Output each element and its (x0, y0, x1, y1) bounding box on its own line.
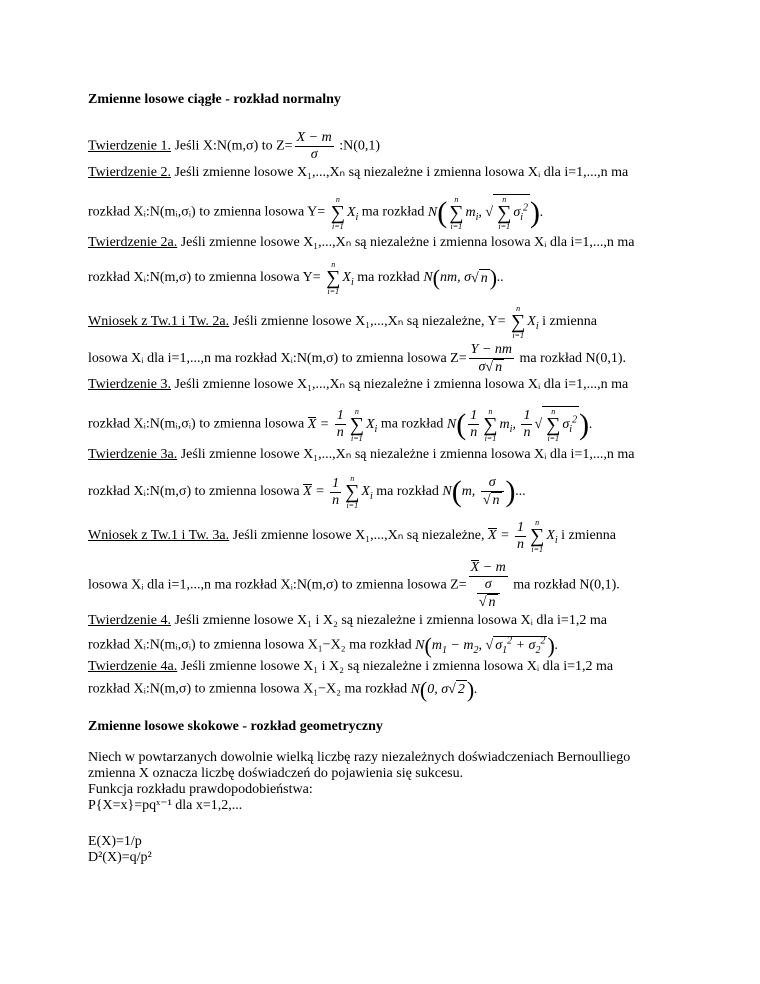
paragraph-line-1: Niech w powtarzanych dowolnie wielką liczbę razy niezależnych doświadczeniach Bernoulliego (88, 750, 631, 765)
t2-distribution: N( n ∑ i=1 $m_i$, √ n ∑ i=1 $\sigma_i^2$). (427, 194, 544, 231)
t1-fraction: $\frac{X - m}{\sigma}$ (296, 130, 332, 162)
variance: D²(X)=q/p² (88, 850, 152, 865)
theorem-4a-label: Twierdzenie 4a. (88, 659, 178, 674)
theorem-2a-line2: rozkład Xᵢ:N(m,σ) to zmienna losowa Y= n ∑ i=1 $X_i$ ma rozkład N(nm, σ√ n).. (88, 260, 505, 296)
theorem-3-label: Twierdzenie 3. (88, 377, 171, 392)
theorem-4a-line2: rozkład Xᵢ:N(m,σ) to zmienna losowa X₁−X₂ ma rozkład N(0, σ√ 2). (88, 676, 478, 702)
corollary-1-line1: Wniosek z Tw.1 i Tw. 2a. Jeśli zmienne losowe X₁,...,Xₙ są niezależne, Y= n ∑ i=1 $X_i$ i zmienna (88, 304, 597, 340)
theorem-2-label: Twierdzenie 2. (88, 165, 171, 180)
theorem-3-line2: rozkład Xᵢ:N(mᵢ,σᵢ) to zmienna losowa X = $\frac{1}{n}$ n ∑ i=1 $X_i$ ma rozkład N( $\frac{1}{n}$ n ∑ i=1 $m_i$, $\frac{1}{n}$ √ n ∑ i=1 $\sigma_i^2$). (88, 406, 593, 443)
theorem-2a-label: Twierdzenie 2a. (88, 235, 178, 250)
corollary-2-label: Wniosek z Tw.1 i Tw. 3a. (88, 528, 230, 544)
corollary-1-label: Wniosek z Tw.1 i Tw. 2a. (88, 314, 230, 330)
theorem-4-label: Twierdzenie 4. (88, 613, 171, 628)
theorem-2-line2: rozkład Xᵢ:N(mᵢ,σᵢ) to zmienna losowa Y= n ∑ i=1 $X_i$ ma rozkład N( n ∑ i=1 $m_i$, √ n ∑ i=1 $\sigma_i^2$). (88, 194, 544, 231)
section-title-normal: Zmienne losowe ciągłe - rozkład normalny (88, 92, 341, 107)
theorem-1-label: Twierdzenie 1. (88, 138, 171, 154)
paragraph-line-3: Funkcja rozkładu prawdopodobieństwa: (88, 782, 313, 797)
section-title-geometric: Zmienne losowe skokowe - rozkład geometryczny (88, 719, 383, 734)
theorem-4-line1: Twierdzenie 4. Jeśli zmienne losowe X₁ i X₂ są niezależne i zmienna losowa Xᵢ dla i=1,2 ma (88, 613, 607, 628)
corollary-2-line1: Wniosek z Tw.1 i Tw. 3a. Jeśli zmienne losowe X₁,...,Xₙ są niezależne, X = $\frac{1}{n}$ n ∑ i=1 $X_i$ i zmienna (88, 518, 616, 554)
theorem-2a-line1: Twierdzenie 2a. Jeśli zmienne losowe X₁,...,Xₙ są niezależne i zmienna losowa Xᵢ dla i=1,...,n ma (88, 235, 635, 250)
theorem-3a-line2: rozkład Xᵢ:N(m,σ) to zmienna losowa X = $\frac{1}{n}$ n ∑ i=1 $X_i$ ma rozkład N(m, $\frac{\sigma}{√ n}$ )... (88, 474, 526, 510)
theorem-3a-label: Twierdzenie 3a. (88, 447, 178, 462)
theorem-3-line1: Twierdzenie 3. Jeśli zmienne losowe X₁,...,Xₙ są niezależne i zmienna losowa Xᵢ dla i=1,...,n ma (88, 377, 629, 392)
theorem-1: Twierdzenie 1. Jeśli X:N(m,σ) to Z= $\frac{X - m}{\sigma}$ :N(0,1) (88, 130, 381, 162)
theorem-3a-line1: Twierdzenie 3a. Jeśli zmienne losowe X₁,...,Xₙ są niezależne i zmienna losowa Xᵢ dla i=1,...,n ma (88, 447, 635, 462)
paragraph-line-2: zmienna X oznacza liczbę doświadczeń do pojawienia się sukcesu. (88, 766, 464, 781)
theorem-2-line1: Twierdzenie 2. Jeśli zmienne losowe X₁,...,Xₙ są niezależne i zmienna losowa Xᵢ dla i=1,...,n ma (88, 165, 629, 180)
sum-symbol: n ∑ i=1 (330, 194, 345, 231)
probability-function: P{X=x}=pqˣ⁻¹ dla x=1,2,... (88, 798, 243, 813)
theorem-4-line2: rozkład Xᵢ:N(mᵢ,σᵢ) to zmienna losowa X₁−X₂ ma rozkład $N(m_1 - m_2$, √ $\sigma_1^2 + \sigma_2^2$). (88, 632, 559, 658)
theorem-4a-line1: Twierdzenie 4a. Jeśli zmienne losowe X₁ i X₂ są niezależne i zmienna losowa Xᵢ dla i=1,2 ma (88, 659, 614, 674)
corollary-2-line2: losowa Xᵢ dla i=1,...,n ma rozkład Xᵢ:N(m,σ) to zmienna losowa Z= $\frac{X - m}{\frac{\sigma}{√ n}}$ ma rozkład N(0,1). (88, 560, 620, 610)
corollary-1-line2: losowa Xᵢ dla i=1,...,n ma rozkład Xᵢ:N(m,σ) to zmienna losowa Z= $\frac{Y - nm}{\sigma√ n}$ ma rozkład N(0,1). (88, 342, 626, 375)
expected-value: E(X)=1/p (88, 834, 142, 849)
